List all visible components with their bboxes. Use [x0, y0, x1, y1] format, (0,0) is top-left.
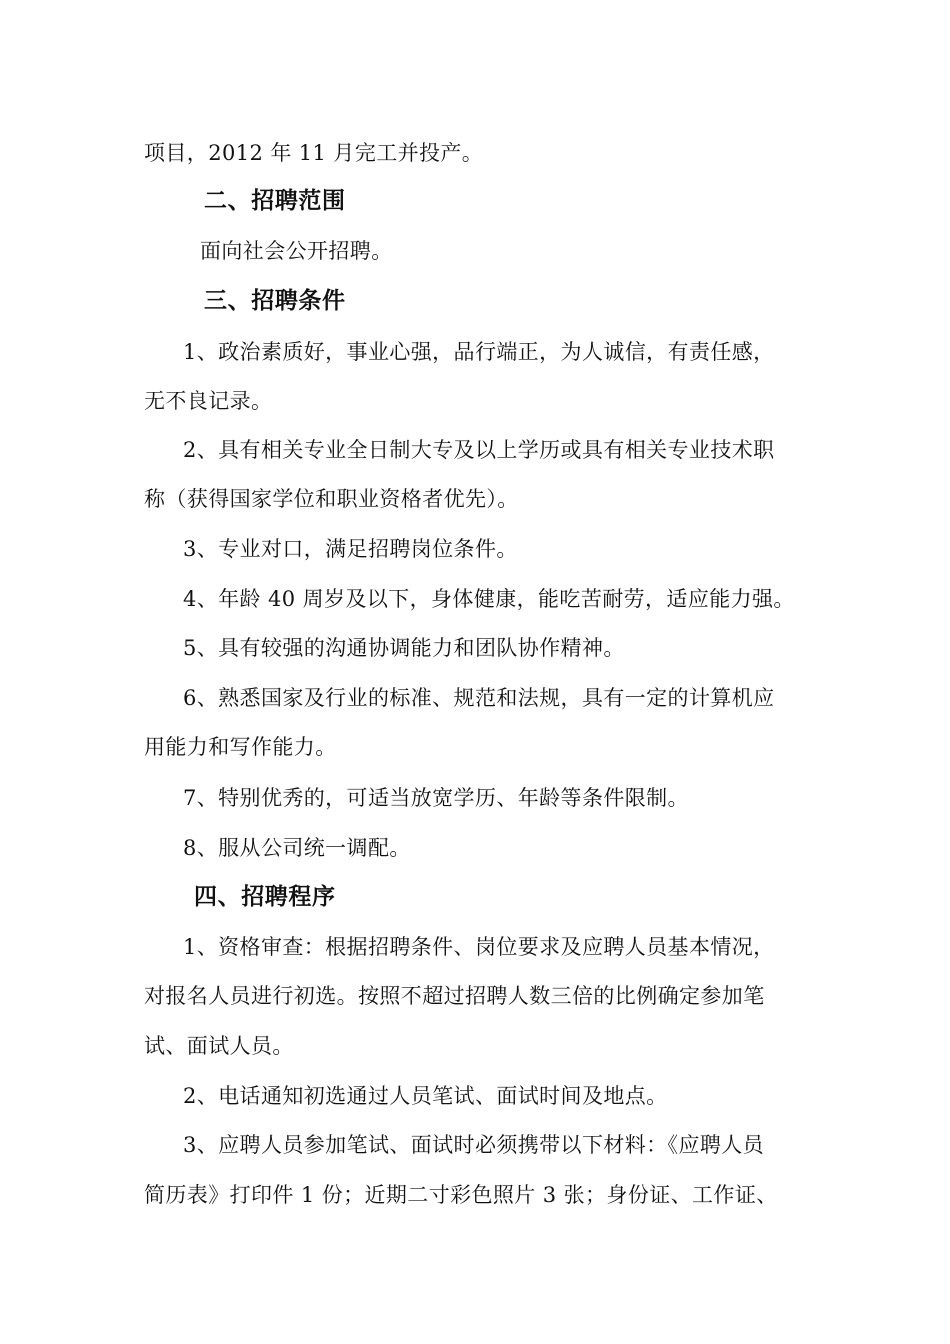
procedure-1-line-3: 试、面试人员。	[144, 1034, 294, 1058]
intro-tail-line: 项目，2012 年 11 月完工并投产。	[144, 141, 484, 165]
condition-1-line-2: 无不良记录。	[144, 389, 273, 413]
section-3-heading: 三、招聘条件	[204, 288, 346, 314]
condition-3: 3、专业对口，满足招聘岗位条件。	[183, 537, 518, 561]
procedure-3-line-1: 3、应聘人员参加笔试、面试时必须携带以下材料：《应聘人员	[183, 1133, 765, 1157]
section-2-heading: 二、招聘范围	[204, 188, 346, 214]
condition-7: 7、特别优秀的，可适当放宽学历、年龄等条件限制。	[183, 786, 689, 810]
procedure-2: 2、电话通知初选通过人员笔试、面试时间及地点。	[183, 1084, 668, 1108]
condition-5: 5、具有较强的沟通协调能力和团队协作精神。	[183, 636, 625, 660]
condition-6-line-2: 用能力和写作能力。	[144, 735, 337, 759]
procedure-1-line-2: 对报名人员进行初选。按照不超过招聘人数三倍的比例确定参加笔	[144, 984, 765, 1008]
condition-1-line-1: 1、政治素质好，事业心强，品行端正，为人诚信，有责任感，	[183, 340, 775, 364]
section-2-body: 面向社会公开招聘。	[200, 239, 393, 263]
condition-2-line-1: 2、具有相关专业全日制大专及以上学历或具有相关专业技术职	[183, 438, 775, 462]
procedure-3-line-2: 简历表》打印件 1 份；近期二寸彩色照片 3 张；身份证、工作证、	[144, 1183, 778, 1207]
condition-2-line-2: 称（获得国家学位和职业资格者优先）。	[144, 487, 519, 511]
condition-4: 4、年龄 40 周岁及以下，身体健康，能吃苦耐劳，适应能力强。	[183, 587, 795, 611]
condition-6-line-1: 6、熟悉国家及行业的标准、规范和法规，具有一定的计算机应	[183, 686, 775, 710]
section-4-heading: 四、招聘程序	[194, 884, 336, 910]
procedure-1-line-1: 1、资格审查：根据招聘条件、岗位要求及应聘人员基本情况，	[183, 935, 775, 959]
condition-8: 8、服从公司统一调配。	[183, 836, 411, 860]
